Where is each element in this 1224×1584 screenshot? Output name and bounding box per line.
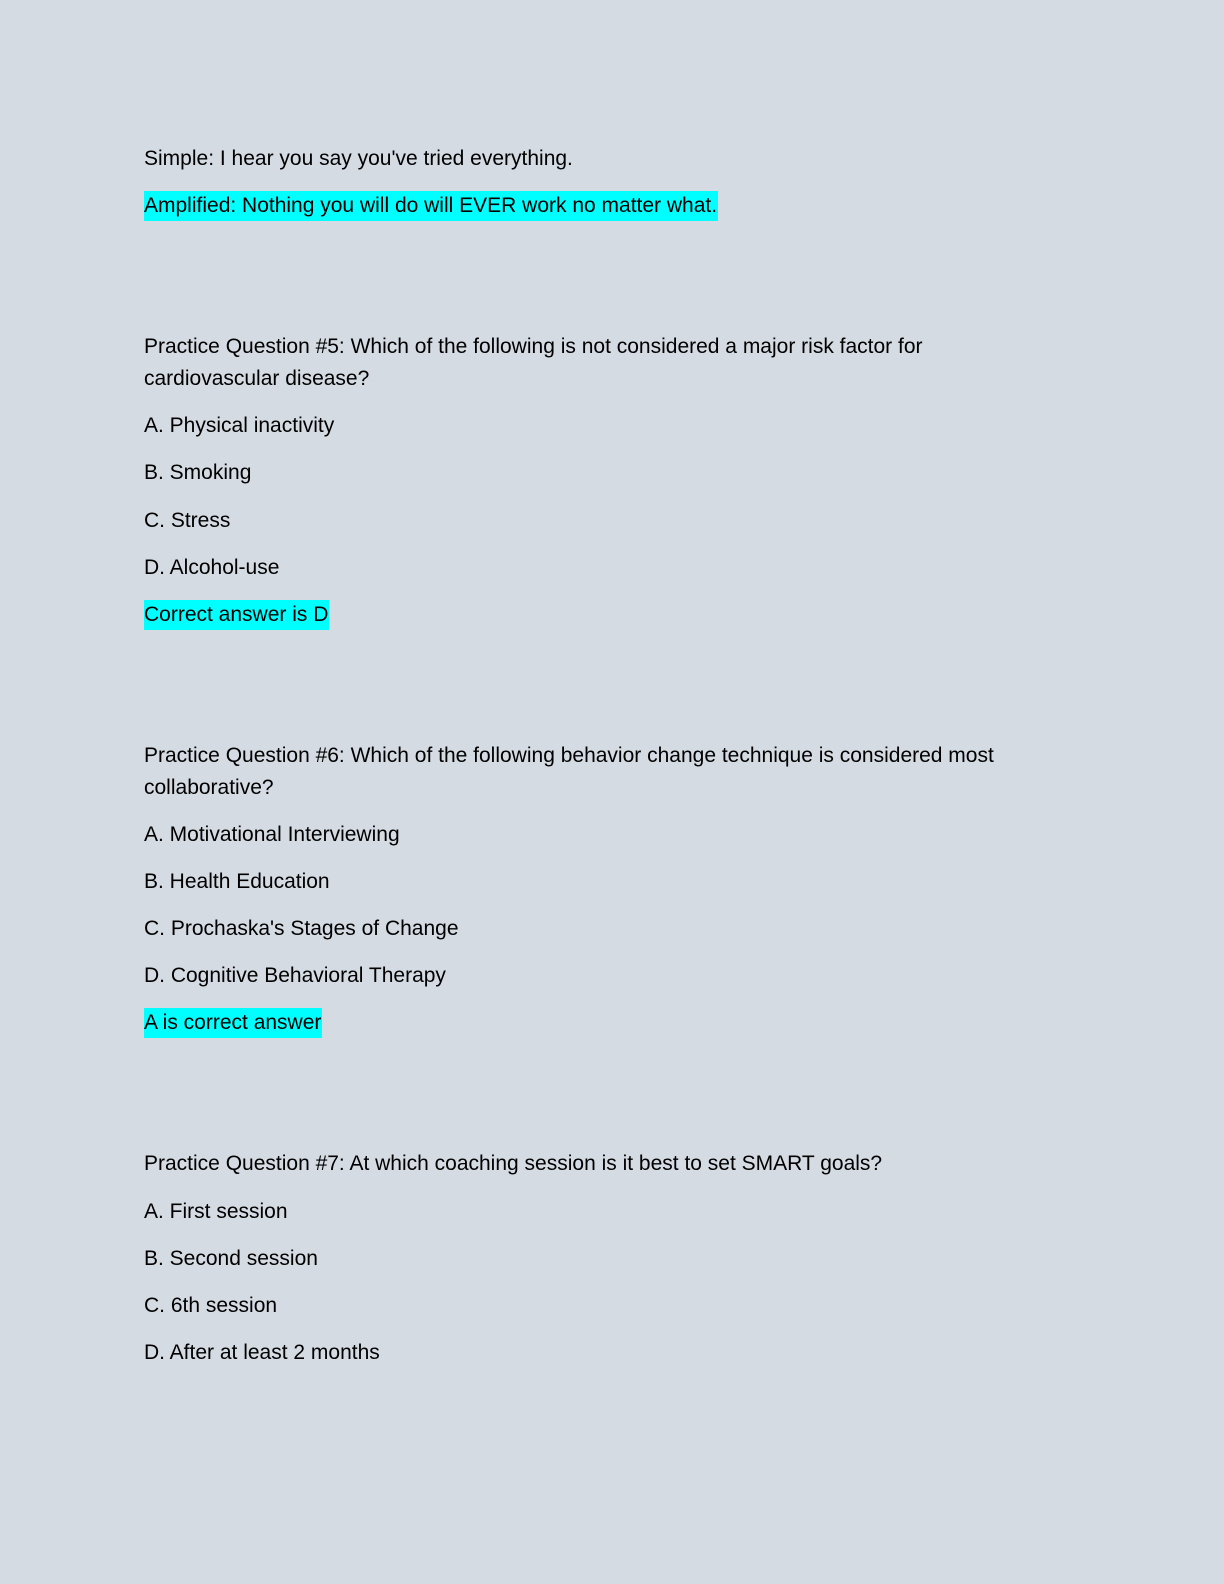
question-5-answer <box>144 599 329 631</box>
question-6-answer <box>144 1007 322 1039</box>
question-7-option-b: B. Second session <box>144 1247 318 1270</box>
highlighted-text: A is correct answer <box>144 1008 322 1038</box>
question-7-text: Practice Question #7: At which coaching session is it best to set SMART goals? <box>144 1152 883 1175</box>
question-5-text-line2: cardiovascular disease? <box>144 367 370 390</box>
question-5-option-c: C. Stress <box>144 509 231 532</box>
question-6-option-d: D. Cognitive Behavioral Therapy <box>144 964 446 987</box>
question-5-option-b: B. Smoking <box>144 461 252 484</box>
question-6-option-a: A. Motivational Interviewing <box>144 823 400 846</box>
question-6-text-line1: Practice Question #6: Which of the following behavior change technique is considered most <box>144 744 994 767</box>
highlighted-text: Amplified: Nothing you will do will EVER work no matter what. <box>144 191 718 221</box>
highlighted-text: Correct answer is D <box>144 600 329 630</box>
question-5-option-a: A. Physical inactivity <box>144 414 335 437</box>
question-6-text-line2: collaborative? <box>144 776 274 799</box>
question-6-option-b: B. Health Education <box>144 870 330 893</box>
question-5-option-d: D. Alcohol-use <box>144 556 280 579</box>
question-7-option-c: C. 6th session <box>144 1294 278 1317</box>
question-7-option-d: D. After at least 2 months <box>144 1341 380 1364</box>
simple-reflection: Simple: I hear you say you've tried everything. <box>144 147 573 170</box>
question-6-option-c: C. Prochaska's Stages of Change <box>144 917 459 940</box>
question-5-text-line1: Practice Question #5: Which of the following is not considered a major risk factor for <box>144 335 923 358</box>
question-7-option-a: A. First session <box>144 1200 288 1223</box>
amplified-reflection <box>144 190 718 222</box>
